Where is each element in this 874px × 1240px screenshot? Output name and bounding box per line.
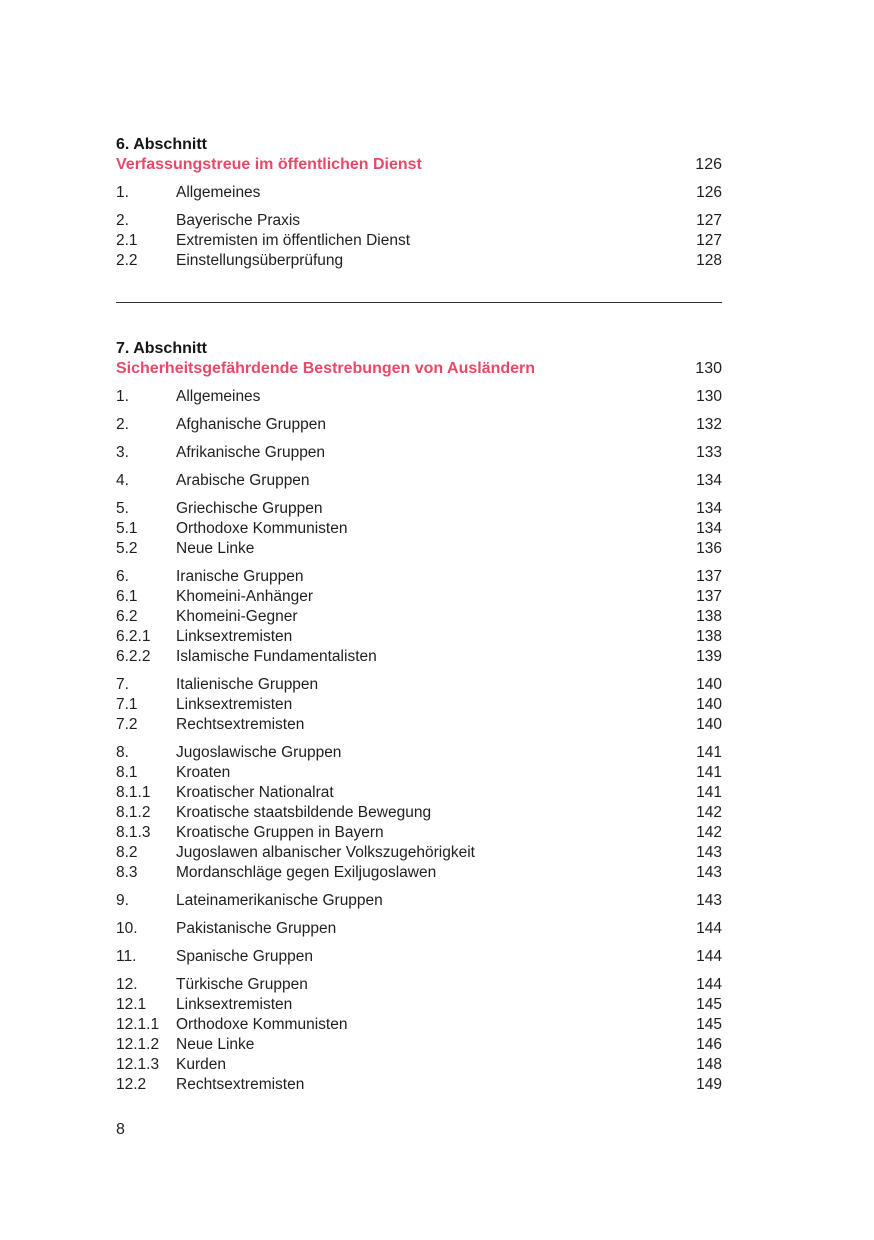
toc-entry — [116, 947, 722, 967]
toc-entry-number: 8.1.2 — [116, 804, 151, 821]
toc-entry-label: Iranische Gruppen — [176, 568, 304, 585]
toc-entry-page: 141 — [696, 784, 722, 801]
toc-entry — [116, 231, 722, 251]
toc-entry-label: Griechische Gruppen — [176, 500, 323, 517]
toc-entry-label: Neue Linke — [176, 540, 255, 557]
toc-entry-label: Türkische Gruppen — [176, 976, 308, 993]
toc-entry-label: Orthodoxe Kommunisten — [176, 520, 348, 537]
toc-entry — [116, 499, 722, 519]
section-title: Sicherheitsgefährdende Bestrebungen von Ausländern — [116, 360, 536, 377]
toc-entry — [116, 251, 722, 271]
toc-entry-number: 6.2.1 — [116, 628, 151, 645]
toc-entry-page: 140 — [696, 716, 722, 733]
toc-entry — [116, 863, 722, 883]
toc-entry-label: Orthodoxe Kommunisten — [176, 1016, 348, 1033]
toc-entry-page: 144 — [696, 920, 722, 937]
toc-entry-number: 12.2 — [116, 1076, 147, 1093]
toc-entry-number: 4. — [116, 472, 129, 489]
toc-entry-page: 138 — [696, 608, 722, 625]
toc-entry-page: 126 — [696, 184, 722, 201]
toc-entry-number: 6. — [116, 568, 129, 585]
section-label: 7. Abschnitt — [116, 340, 207, 357]
toc-entry-number: 5. — [116, 500, 129, 517]
toc-entry — [116, 183, 722, 203]
toc-entry-page: 142 — [696, 824, 722, 841]
toc-entry — [116, 647, 722, 667]
toc-entry — [116, 763, 722, 783]
toc-entry — [116, 919, 722, 939]
toc-entry-number: 1. — [116, 184, 129, 201]
toc-entry-label: Italienische Gruppen — [176, 676, 319, 693]
toc-entry-page: 136 — [696, 540, 722, 557]
section-label: 6. Abschnitt — [116, 136, 207, 153]
toc-entry — [116, 975, 722, 995]
section-7 — [116, 339, 722, 1095]
toc-entry-page: 139 — [696, 648, 722, 665]
section-6 — [116, 135, 722, 271]
toc-entry-number: 6.1 — [116, 588, 138, 605]
toc-entry-label: Spanische Gruppen — [176, 948, 314, 965]
toc-entry-page: 130 — [696, 388, 722, 405]
page-number: 8 — [116, 1121, 125, 1138]
toc-entry-label: Kroatischer Nationalrat — [176, 784, 334, 801]
toc-entry-label: Linksextremisten — [176, 996, 293, 1013]
toc-entry-number: 1. — [116, 388, 129, 405]
toc-entry-page: 137 — [696, 588, 722, 605]
toc-entry-page: 143 — [696, 892, 722, 909]
section-title-row — [116, 359, 722, 379]
toc-entry-page: 132 — [696, 416, 722, 433]
toc-entry — [116, 695, 722, 715]
toc-entry-page: 142 — [696, 804, 722, 821]
toc-entry — [116, 587, 722, 607]
toc-entry — [116, 211, 722, 231]
toc-entry-page: 138 — [696, 628, 722, 645]
section-title-row — [116, 155, 722, 175]
toc-entry-number: 12.1 — [116, 996, 147, 1013]
toc-entry-label: Rechtsextremisten — [176, 716, 305, 733]
toc-entry-label: Islamische Fundamentalisten — [176, 648, 377, 665]
toc-entry-page: 137 — [696, 568, 722, 585]
toc-entry-label: Jugoslawen albanischer Volkszugehörigkeit — [176, 844, 475, 861]
toc-entry-page: 128 — [696, 252, 722, 269]
toc-entry-number: 2. — [116, 416, 129, 433]
toc-entry-label: Afghanische Gruppen — [176, 416, 326, 433]
toc-entry-number: 5.2 — [116, 540, 138, 557]
toc-list — [116, 387, 722, 1095]
toc-entry — [116, 607, 722, 627]
toc-entry-label: Einstellungsüberprüfung — [176, 252, 344, 269]
toc-entry-page: 127 — [696, 232, 722, 249]
toc-entry-page: 134 — [696, 472, 722, 489]
toc-entry-page: 134 — [696, 520, 722, 537]
toc-entry-label: Allgemeines — [176, 388, 261, 405]
toc-entry-label: Linksextremisten — [176, 628, 293, 645]
toc-entry — [116, 1075, 722, 1095]
toc-entry-number: 12.1.2 — [116, 1036, 160, 1053]
toc-entry-page: 145 — [696, 996, 722, 1013]
toc-entry-number: 5.1 — [116, 520, 138, 537]
toc-entry — [116, 1055, 722, 1075]
toc-entry — [116, 627, 722, 647]
toc-entry-page: 146 — [696, 1036, 722, 1053]
toc-entry-page: 134 — [696, 500, 722, 517]
toc-entry-number: 2.2 — [116, 252, 138, 269]
toc-entry-number: 12. — [116, 976, 138, 993]
toc-entry-number: 12.1.3 — [116, 1056, 160, 1073]
toc-entry-label: Khomeini-Gegner — [176, 608, 298, 625]
toc-entry-page: 127 — [696, 212, 722, 229]
toc-entry-number: 7. — [116, 676, 129, 693]
toc-entry-label: Lateinamerikanische Gruppen — [176, 892, 383, 909]
toc-entry — [116, 743, 722, 763]
toc-entry-label: Afrikanische Gruppen — [176, 444, 326, 461]
toc-entry-label: Kroaten — [176, 764, 231, 781]
toc-entry — [116, 567, 722, 587]
toc-entry-label: Arabische Gruppen — [176, 472, 310, 489]
toc-entry-label: Allgemeines — [176, 184, 261, 201]
toc-entry-number: 9. — [116, 892, 129, 909]
toc-entry-number: 8.1.3 — [116, 824, 151, 841]
toc-entry-number: 12.1.1 — [116, 1016, 160, 1033]
toc-entry-number: 7.2 — [116, 716, 138, 733]
toc-entry-page: 141 — [696, 744, 722, 761]
section-title-page: 126 — [695, 156, 722, 173]
toc-entry — [116, 387, 722, 407]
toc-entry-number: 8. — [116, 744, 129, 761]
toc-entry-label: Khomeini-Anhänger — [176, 588, 314, 605]
toc-entry-label: Jugoslawische Gruppen — [176, 744, 342, 761]
toc-entry — [116, 1015, 722, 1035]
toc-entry-number: 8.2 — [116, 844, 138, 861]
toc-entry-label: Rechtsextremisten — [176, 1076, 305, 1093]
toc-entry-page: 144 — [696, 948, 722, 965]
section-title-page: 130 — [695, 360, 722, 377]
toc-entry-page: 144 — [696, 976, 722, 993]
toc-entry-page: 143 — [696, 864, 722, 881]
toc-entry-page: 145 — [696, 1016, 722, 1033]
toc-entry-number: 11. — [116, 948, 137, 965]
toc-entry-label: Bayerische Praxis — [176, 212, 301, 229]
toc-entry-number: 10. — [116, 920, 138, 937]
toc-entry — [116, 823, 722, 843]
toc-entry-page: 143 — [696, 844, 722, 861]
toc-entry — [116, 539, 722, 559]
toc-entry-label: Kroatische staatsbildende Bewegung — [176, 804, 432, 821]
toc-entry-page: 141 — [696, 764, 722, 781]
toc-entry-page: 140 — [696, 676, 722, 693]
toc-entry-number: 8.3 — [116, 864, 138, 881]
toc-entry — [116, 675, 722, 695]
toc-entry-label: Kurden — [176, 1056, 226, 1073]
toc-entry — [116, 891, 722, 911]
toc-entry-number: 6.2.2 — [116, 648, 151, 665]
section-title: Verfassungstreue im öffentlichen Dienst — [116, 156, 422, 173]
toc-entry — [116, 783, 722, 803]
toc-entry — [116, 1035, 722, 1055]
toc-entry-page: 133 — [696, 444, 722, 461]
toc-entry-label: Pakistanische Gruppen — [176, 920, 337, 937]
toc-entry-label: Kroatische Gruppen in Bayern — [176, 824, 384, 841]
section-divider — [116, 302, 722, 303]
toc-entry-number: 6.2 — [116, 608, 138, 625]
toc-entry-number: 7.1 — [116, 696, 138, 713]
toc-entry — [116, 519, 722, 539]
toc-entry-number: 3. — [116, 444, 129, 461]
toc-entry — [116, 843, 722, 863]
toc-entry — [116, 995, 722, 1015]
toc-entry-label: Neue Linke — [176, 1036, 255, 1053]
toc-entry — [116, 715, 722, 735]
toc-entry-page: 140 — [696, 696, 722, 713]
toc-entry-number: 8.1.1 — [116, 784, 151, 801]
toc-entry — [116, 443, 722, 463]
toc-entry-number: 2.1 — [116, 232, 138, 249]
toc-entry-number: 2. — [116, 212, 129, 229]
toc-entry — [116, 803, 722, 823]
toc-entry-page: 149 — [696, 1076, 722, 1093]
toc-entry-page: 148 — [696, 1056, 722, 1073]
toc-entry-label: Extremisten im öffentlichen Dienst — [176, 232, 411, 249]
toc-entry — [116, 471, 722, 491]
toc-entry-label: Mordanschläge gegen Exiljugoslawen — [176, 864, 437, 881]
toc-entry — [116, 415, 722, 435]
toc-entry-label: Linksextremisten — [176, 696, 293, 713]
toc-list — [116, 183, 722, 271]
toc-entry-number: 8.1 — [116, 764, 138, 781]
